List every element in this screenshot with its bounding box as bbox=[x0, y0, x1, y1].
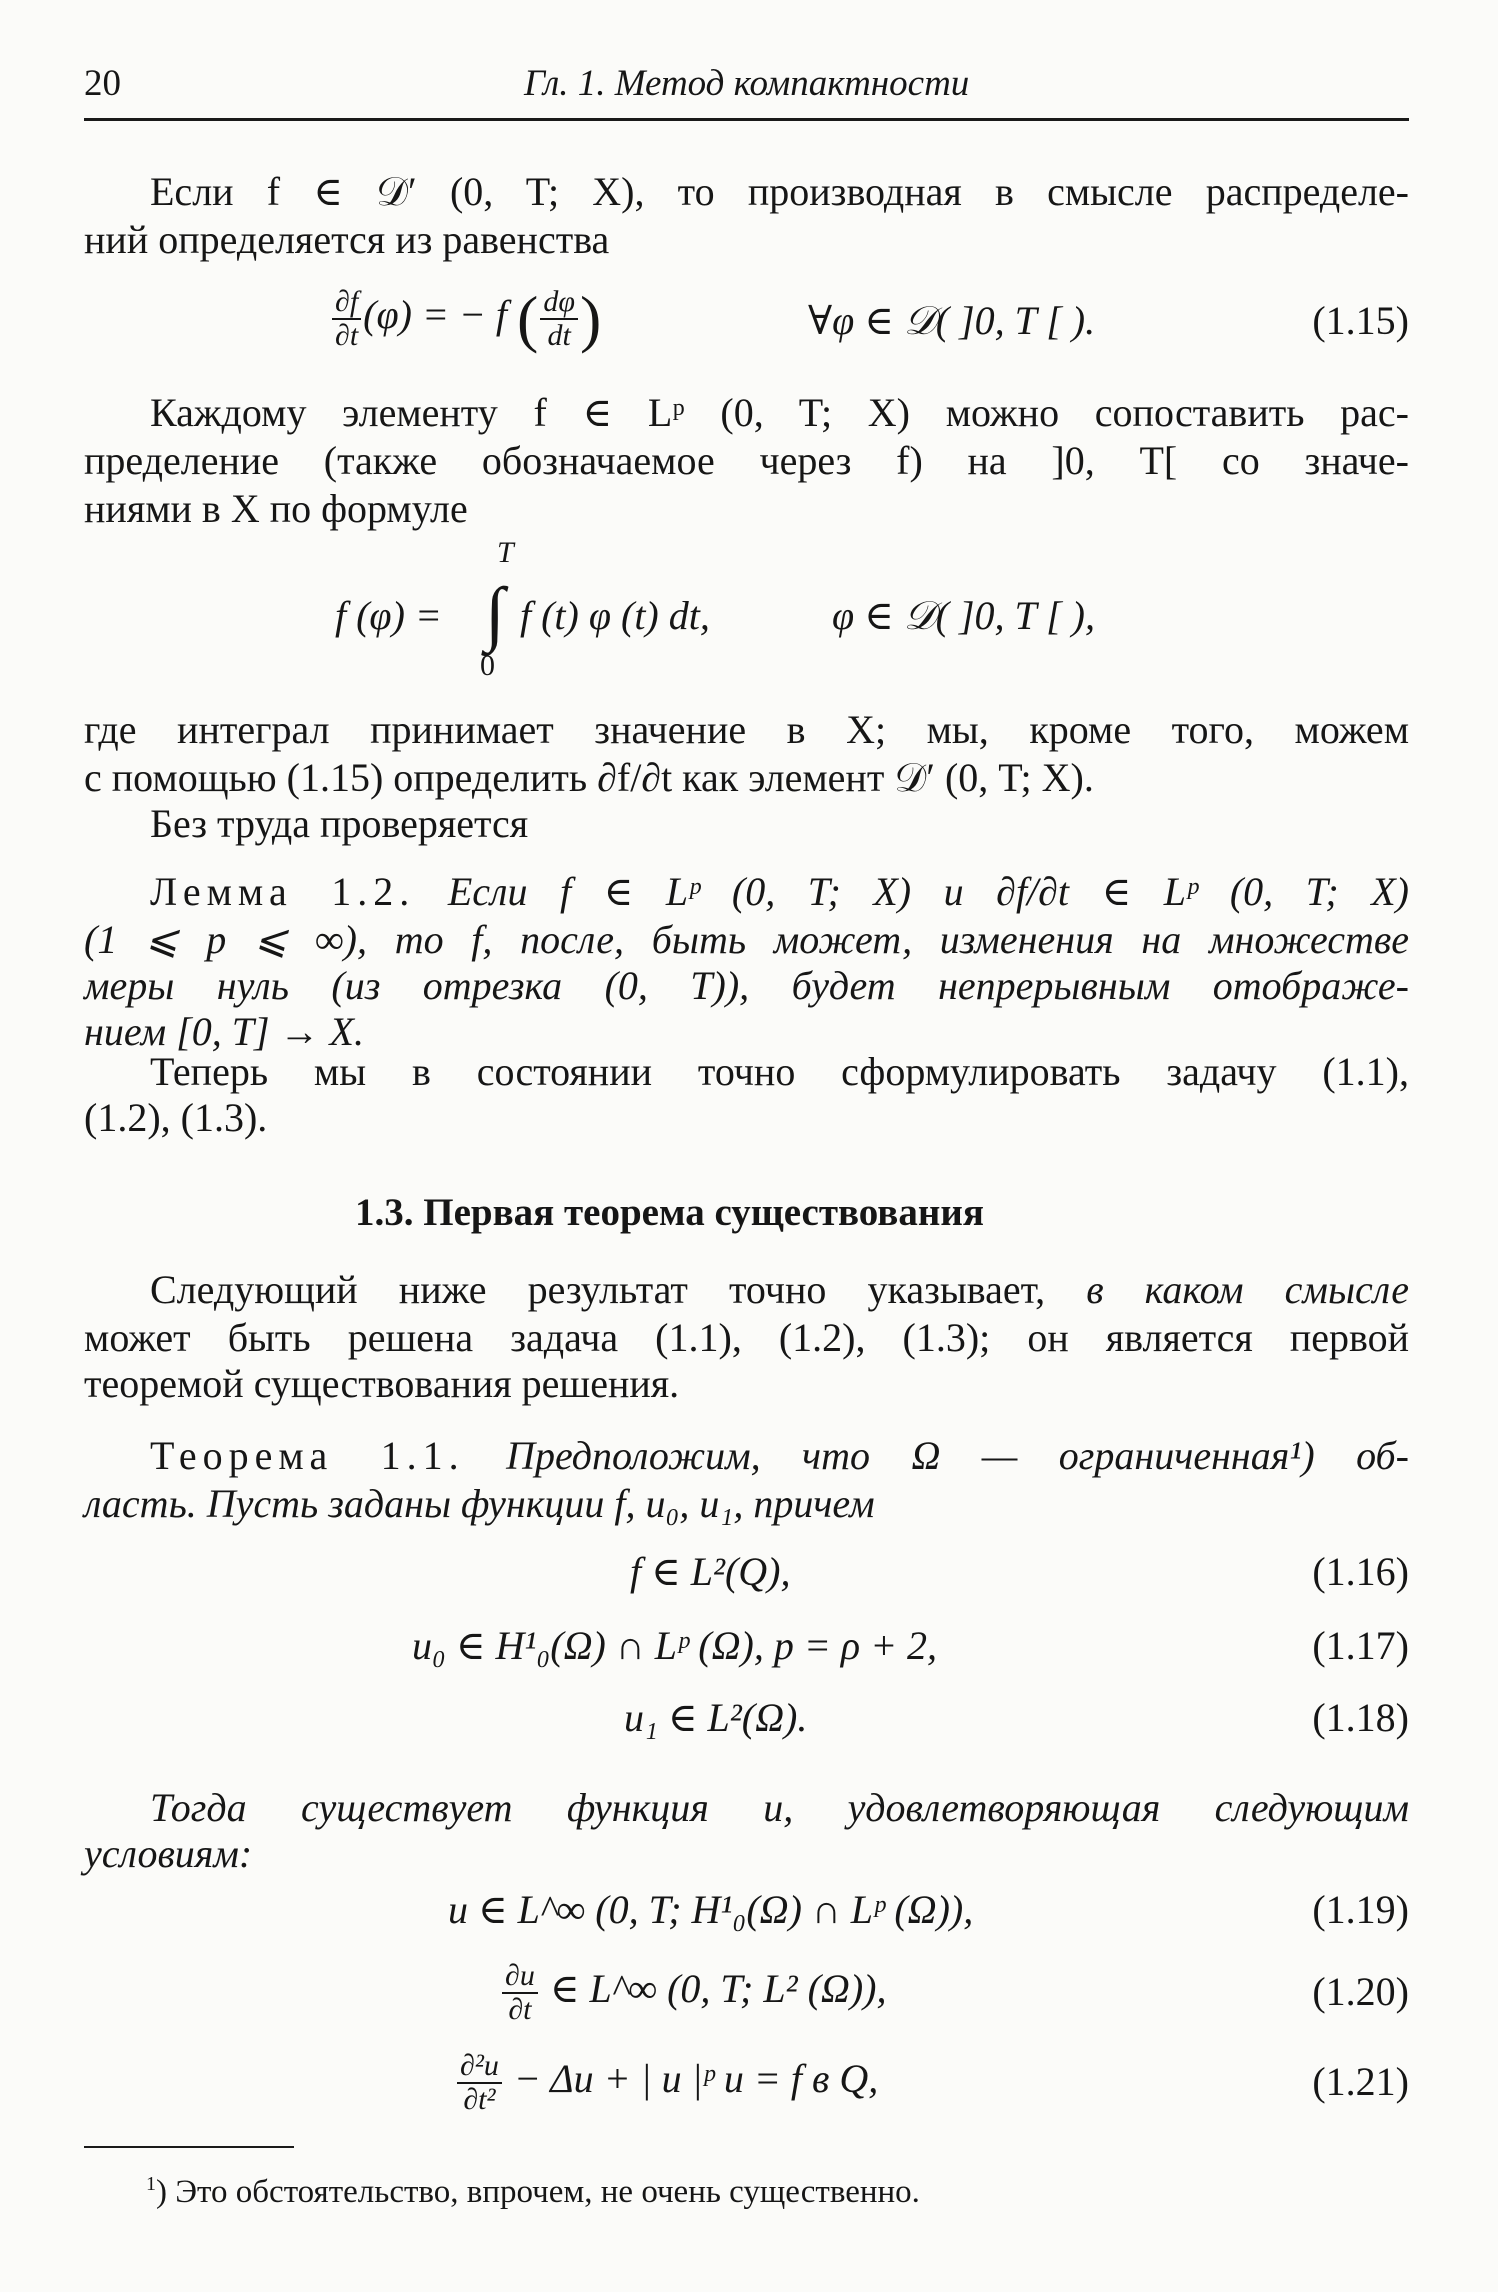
eq117-number: (1.17) bbox=[1312, 1623, 1409, 1668]
frac-df-dt bbox=[332, 286, 361, 352]
para4-line2: (1.2), (1.3). bbox=[84, 1095, 268, 1140]
running-title: Гл. 1. Метод компактности bbox=[524, 63, 970, 104]
frac-numerator: ∂f bbox=[332, 286, 361, 320]
footnote bbox=[146, 2164, 920, 2212]
integral-body: f (t) φ (t) dt, bbox=[520, 593, 710, 638]
lemma-line4: нием [0, T] → X. bbox=[84, 1009, 364, 1054]
integral-sign: ∫ bbox=[485, 573, 505, 653]
eq120-rhs: ∈ L^∞ (0, T; L² (Ω)), bbox=[549, 1966, 887, 2012]
para6-line2: условиям: bbox=[84, 1831, 253, 1876]
eq121-number: (1.21) bbox=[1312, 2059, 1409, 2104]
frac-denominator: ∂t bbox=[335, 319, 359, 352]
theorem-statement: Предположим, что Ω — ограниченная¹) об- bbox=[506, 1433, 1409, 1478]
frac-numerator: ∂²u bbox=[457, 2050, 502, 2084]
equation-1-18: u₁ ∈ L²(Ω). bbox=[624, 1695, 808, 1740]
equation-1-19: u ∈ L^∞ (0, T; H¹₀(Ω) ∩ Lᵖ (Ω)), bbox=[448, 1887, 974, 1932]
eq118-number: (1.18) bbox=[1312, 1695, 1409, 1740]
eq115-condition: ∀φ ∈ 𝒟( ]0, T [ ). bbox=[808, 298, 1096, 343]
para5-text: Следующий ниже результат точно указывает, bbox=[150, 1267, 1046, 1312]
footnote-rule bbox=[84, 2146, 294, 2148]
para5-line3: теоремой существования решения. bbox=[84, 1361, 680, 1406]
lemma-statement: Если f ∈ Lᵖ (0, T; X) и ∂f/∂t ∈ Lᵖ (0, T; X) bbox=[447, 869, 1410, 914]
page-number: 20 bbox=[84, 63, 121, 104]
frac-denominator: dt bbox=[547, 319, 571, 352]
lemma-line1 bbox=[150, 868, 1409, 916]
frac-denominator: ∂t² bbox=[463, 2083, 496, 2116]
para5-emphasis: в каком смысле bbox=[1086, 1267, 1409, 1312]
footnote-mark: 1 bbox=[146, 2173, 156, 2195]
header-rule bbox=[84, 118, 1409, 121]
para2-line1: Каждому элементу f ∈ Lᵖ (0, T; X) можно сопоставить рас- bbox=[150, 390, 1409, 435]
integral-condition: φ ∈ 𝒟( ]0, T [ ), bbox=[832, 593, 1095, 638]
frac-d2u-dt2 bbox=[457, 2050, 502, 2116]
integral-upper-limit: T bbox=[497, 536, 514, 569]
para3-line2: с помощью (1.15) определить ∂f/∂t как элемент 𝒟′ (0, T; X). bbox=[84, 755, 1094, 800]
eq119-number: (1.19) bbox=[1312, 1887, 1409, 1932]
theorem-label: Теорема 1.1. bbox=[150, 1433, 465, 1478]
equation-1-15 bbox=[330, 283, 602, 354]
section-heading: 1.3. Первая теорема существования bbox=[355, 1191, 984, 1234]
para4-line1: Теперь мы в состоянии точно сформулировать задачу (1.1), bbox=[150, 1049, 1409, 1094]
lemma-line3: меры нуль (из отрезка (0, T)), будет непрерывным отображе- bbox=[84, 963, 1409, 1008]
eq115-number: (1.15) bbox=[1312, 298, 1409, 343]
left-paren: ( bbox=[517, 283, 539, 354]
para5-line2: может быть решена задача (1.1), (1.2), (1.3); он является первой bbox=[84, 1315, 1409, 1360]
frac-numerator: ∂u bbox=[502, 1960, 538, 1994]
eq115-lhs: (φ) = − f bbox=[363, 292, 508, 338]
theorem-line2: ласть. Пусть заданы функции f, u₀, u₁, причем bbox=[84, 1481, 875, 1526]
equation-1-21 bbox=[455, 2050, 878, 2116]
lemma-line2: (1 ⩽ p ⩽ ∞), то f, после, быть может, изменения на множестве bbox=[84, 917, 1409, 962]
frac-dphi-dt bbox=[540, 286, 578, 352]
frac-du-dt bbox=[502, 1960, 538, 2026]
right-paren: ) bbox=[579, 283, 602, 354]
para3-line1: где интеграл принимает значение в X; мы, кроме того, можем bbox=[84, 707, 1409, 752]
theorem-line1 bbox=[150, 1432, 1409, 1480]
para1-line1: Если f ∈ 𝒟′ (0, T; X), то производная в смысле распределе- bbox=[150, 169, 1409, 214]
para5-line1 bbox=[150, 1266, 1409, 1314]
page-header bbox=[84, 62, 1409, 110]
lemma-label: Лемма 1.2. bbox=[150, 869, 416, 914]
frac-numerator: dφ bbox=[540, 286, 578, 320]
para1-line2: ний определяется из равенства bbox=[84, 217, 610, 262]
frac-denominator: ∂t bbox=[508, 1993, 532, 2026]
eq120-number: (1.20) bbox=[1312, 1969, 1409, 2014]
para6-line1: Тогда существует функция u, удовлетворяющая следующим bbox=[150, 1785, 1409, 1830]
integral-lhs: f (φ) = bbox=[335, 593, 442, 638]
eq116-number: (1.16) bbox=[1312, 1549, 1409, 1594]
equation-1-16: f ∈ L²(Q), bbox=[630, 1549, 791, 1594]
footnote-text: ) Это обстоятельство, впрочем, не очень существенно. bbox=[156, 2174, 920, 2210]
para3-line3: Без труда проверяется bbox=[150, 801, 529, 846]
para2-line2: пределение (также обозначаемое через f) на ]0, T[ со значе- bbox=[84, 438, 1409, 483]
integral-lower-limit: 0 bbox=[480, 649, 495, 682]
para2-line3: ниями в X по формуле bbox=[84, 486, 468, 531]
equation-1-17: u₀ ∈ H¹₀(Ω) ∩ Lᵖ (Ω), p = ρ + 2, bbox=[412, 1623, 938, 1668]
eq121-rhs: − Δu + | u |ᵖ u = f в Q, bbox=[513, 2056, 879, 2102]
equation-1-20 bbox=[500, 1960, 887, 2026]
